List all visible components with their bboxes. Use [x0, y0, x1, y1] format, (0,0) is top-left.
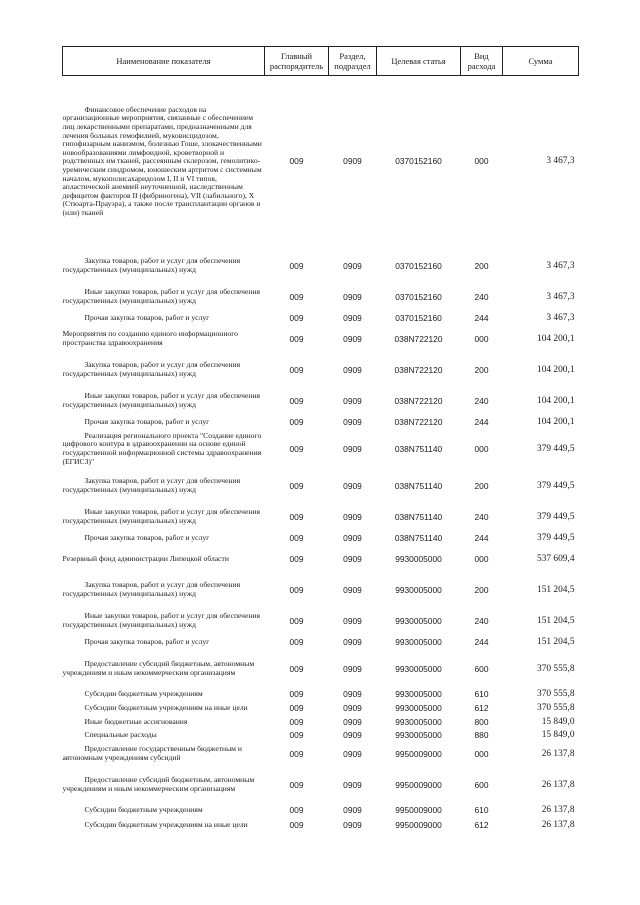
header-target-item: Целевая статья [377, 47, 461, 76]
main-manager-code: 009 [289, 663, 304, 674]
row-name: Закупка товаров, работ и услуг для обеспечения государственных (муниципальных) нужд [62, 580, 241, 598]
amount: 26 137,8 [541, 819, 575, 830]
section-code: 0909 [343, 748, 362, 759]
section-code: 0909 [343, 395, 362, 406]
expense-type-code: 000 [474, 748, 489, 759]
main-manager-code: 009 [289, 156, 304, 167]
section-code: 0909 [343, 663, 362, 674]
section-code: 0909 [343, 260, 362, 271]
target-item-code: 0370152160 [395, 291, 442, 302]
amount: 15 849,0 [541, 716, 575, 727]
target-item-code: 0370152160 [395, 312, 442, 323]
target-item-code: 9930005000 [395, 615, 442, 626]
table-row [63, 742, 579, 767]
table-row [63, 414, 579, 431]
expense-type-code: 612 [474, 819, 489, 830]
amount: 104 200,1 [537, 416, 575, 427]
section-code: 0909 [343, 443, 362, 454]
row-name: Субсидии бюджетным учреждениям на иные цели [84, 702, 248, 712]
main-manager-code: 009 [289, 748, 304, 759]
expense-type-code: 800 [474, 716, 489, 727]
table-row [63, 804, 579, 817]
table-row [63, 505, 579, 530]
main-manager-code: 009 [289, 532, 304, 543]
row-name: Иные закупки товаров, работ и услуг для обеспечения государственных (муниципальных) нужд [62, 287, 260, 305]
row-name: Резервный фонд администрации Липецкой области [62, 553, 229, 563]
row-name: Реализация регионального проекта "Создание единого цифрового контура в здравоохранении на основе единой государственной информационной системы здравоохранения (ЕГИСЗ)" [62, 430, 262, 466]
main-manager-code: 009 [289, 615, 304, 626]
main-manager-code: 009 [289, 480, 304, 491]
main-manager-code: 009 [289, 553, 304, 564]
expense-type-code: 240 [474, 291, 489, 302]
amount: 26 137,8 [541, 804, 575, 815]
header-name: Наименование показателя [63, 47, 265, 76]
table-row [63, 572, 579, 609]
main-manager-code: 009 [289, 395, 304, 406]
table-row [63, 767, 579, 804]
section-code: 0909 [343, 511, 362, 522]
row-name: Прочая закупка товаров, работ и услуг [84, 636, 210, 646]
target-item-code: 038N751140 [394, 511, 443, 522]
expense-type-code: 612 [474, 702, 489, 713]
amount: 379 449,5 [537, 532, 575, 543]
main-manager-code: 009 [289, 584, 304, 595]
expense-type-code: 244 [474, 416, 489, 427]
section-code: 0909 [343, 416, 362, 427]
row-name: Предоставление государственным бюджетным и автономным учреждениям субсидий [62, 744, 242, 762]
expense-type-code: 240 [474, 615, 489, 626]
table-row [63, 530, 579, 547]
amount: 3 467,3 [546, 291, 575, 302]
main-manager-code: 009 [289, 804, 304, 815]
section-code: 0909 [343, 688, 362, 699]
row-name: Прочая закупка товаров, работ и услуг [84, 532, 210, 542]
amount: 379 449,5 [537, 511, 575, 522]
main-manager-code: 009 [289, 511, 304, 522]
expense-type-code: 200 [474, 364, 489, 375]
table-row [63, 651, 579, 688]
header-main-manager: Главный распорядитель [265, 47, 329, 76]
main-manager-code: 009 [289, 702, 304, 713]
section-code: 0909 [343, 819, 362, 830]
section-code: 0909 [343, 729, 362, 740]
row-name: Предоставление субсидий бюджетным, автономным учреждениям и иным некоммерческим организациям [62, 775, 255, 793]
table-row [63, 716, 579, 729]
expense-type-code: 244 [474, 636, 489, 647]
amount: 26 137,8 [541, 748, 575, 759]
target-item-code: 0370152160 [395, 156, 442, 167]
section-code: 0909 [343, 312, 362, 323]
table-body [63, 76, 579, 834]
target-item-code: 038N722120 [394, 364, 443, 375]
table-row [63, 729, 579, 742]
section-code: 0909 [343, 702, 362, 713]
amount: 3 467,3 [546, 156, 575, 167]
target-item-code: 038N722120 [394, 395, 443, 406]
row-name: Финансовое обеспечение расходов на организационные мероприятия, связанные с обеспечением лиц лекарственными препаратами, предназначенными для лечения больных гемофилией, муковисцидозом, гипофизарным нанизмом, болезнью Гоше, злокачественными новообразованиями лимфоидной, кроветворной и родственных им тканей, рассеянным склерозом, гемолитико-уремическим синдромом, юношеским артритом с системным началом, мукополисахаридозом I, II и VI типов, апластической анемией неуточненной, наследственным дефицитом факторов II (фибриногена), VII (лабильного), X (Стюарта-Прауэра), а также после трансплантации органов и (или) тканей [62, 104, 262, 218]
expense-type-code: 600 [474, 779, 489, 790]
section-code: 0909 [343, 333, 362, 344]
table-row [63, 634, 579, 651]
row-name: Закупка товаров, работ и услуг для обеспечения государственных (муниципальных) нужд [62, 256, 241, 274]
target-item-code: 9930005000 [395, 553, 442, 564]
header-row [63, 47, 579, 76]
table-row [63, 688, 579, 701]
row-name: Прочая закупка товаров, работ и услуг [84, 416, 210, 426]
section-code: 0909 [343, 156, 362, 167]
target-item-code: 9950009000 [395, 804, 442, 815]
amount: 370 555,8 [537, 688, 575, 699]
section-code: 0909 [343, 532, 362, 543]
expense-type-code: 200 [474, 584, 489, 595]
main-manager-code: 009 [289, 443, 304, 454]
target-item-code: 9930005000 [395, 663, 442, 674]
target-item-code: 9930005000 [395, 584, 442, 595]
section-code: 0909 [343, 804, 362, 815]
amount: 104 200,1 [537, 364, 575, 375]
amount: 379 449,5 [537, 480, 575, 491]
target-item-code: 038N722120 [394, 333, 443, 344]
amount: 151 204,5 [537, 615, 575, 626]
table-row [63, 248, 579, 285]
main-manager-code: 009 [289, 688, 304, 699]
amount: 104 200,1 [537, 395, 575, 406]
main-manager-code: 009 [289, 779, 304, 790]
table-row [63, 701, 579, 716]
row-name: Закупка товаров, работ и услуг для обеспечения государственных (муниципальных) нужд [62, 360, 241, 378]
target-item-code: 9930005000 [395, 729, 442, 740]
row-name: Субсидии бюджетным учреждениям [84, 688, 203, 698]
expense-type-code: 000 [474, 156, 489, 167]
section-code: 0909 [343, 716, 362, 727]
main-manager-code: 009 [289, 260, 304, 271]
amount: 3 467,3 [546, 312, 575, 323]
target-item-code: 9930005000 [395, 636, 442, 647]
table-row [63, 76, 579, 248]
table-row [63, 817, 579, 834]
amount: 537 609,4 [537, 553, 575, 564]
target-item-code: 038N751140 [394, 480, 443, 491]
amount: 104 200,1 [537, 333, 575, 344]
row-name: Прочая закупка товаров, работ и услуг [84, 312, 210, 322]
table-row [63, 609, 579, 634]
amount: 370 555,8 [537, 663, 575, 674]
section-code: 0909 [343, 364, 362, 375]
table-header [63, 47, 579, 76]
table-row [63, 352, 579, 389]
target-item-code: 9930005000 [395, 716, 442, 727]
amount: 379 449,5 [537, 443, 575, 454]
budget-table [62, 46, 579, 834]
main-manager-code: 009 [289, 312, 304, 323]
target-item-code: 038N722120 [394, 416, 443, 427]
expense-type-code: 880 [474, 729, 489, 740]
header-expense-type: Вид расхода [461, 47, 503, 76]
main-manager-code: 009 [289, 333, 304, 344]
main-manager-code: 009 [289, 716, 304, 727]
table-row [63, 547, 579, 572]
table-row [63, 389, 579, 414]
section-code: 0909 [343, 480, 362, 491]
row-name: Иные закупки товаров, работ и услуг для обеспечения государственных (муниципальных) нужд [62, 611, 260, 629]
target-item-code: 0370152160 [395, 260, 442, 271]
target-item-code: 038N751140 [394, 532, 443, 543]
table-row [63, 468, 579, 505]
amount: 370 555,8 [537, 702, 575, 713]
target-item-code: 9950009000 [395, 819, 442, 830]
expense-type-code: 610 [474, 804, 489, 815]
table-row [63, 327, 579, 352]
row-name: Иные закупки товаров, работ и услуг для обеспечения государственных (муниципальных) нужд [62, 391, 260, 409]
section-code: 0909 [343, 584, 362, 595]
main-manager-code: 009 [289, 364, 304, 375]
target-item-code: 9930005000 [395, 688, 442, 699]
row-name: Иные закупки товаров, работ и услуг для обеспечения государственных (муниципальных) нужд [62, 507, 260, 525]
target-item-code: 038N751140 [394, 443, 443, 454]
section-code: 0909 [343, 636, 362, 647]
target-item-code: 9950009000 [395, 748, 442, 759]
amount: 151 204,5 [537, 636, 575, 647]
section-code: 0909 [343, 291, 362, 302]
expense-type-code: 000 [474, 553, 489, 564]
table-row [63, 285, 579, 310]
expense-type-code: 200 [474, 260, 489, 271]
expense-type-code: 244 [474, 312, 489, 323]
header-amount: Сумма [503, 47, 579, 76]
expense-type-code: 000 [474, 333, 489, 344]
row-name: Мероприятия по созданию единого информационного пространства здравоохранения [62, 329, 238, 347]
row-name: Субсидии бюджетным учреждениям на иные цели [84, 819, 248, 829]
expense-type-code: 244 [474, 532, 489, 543]
amount: 151 204,5 [537, 584, 575, 595]
amount: 26 137,8 [541, 779, 575, 790]
row-name: Иные бюджетные ассигнования [84, 716, 188, 726]
amount: 3 467,3 [546, 260, 575, 271]
table-row [63, 431, 579, 468]
row-name: Предоставление субсидий бюджетным, автономным учреждениям и иным некоммерческим организациям [62, 659, 255, 677]
target-item-code: 9930005000 [395, 702, 442, 713]
target-item-code: 9950009000 [395, 779, 442, 790]
expense-type-code: 240 [474, 511, 489, 522]
amount: 15 849,0 [541, 729, 575, 740]
expense-type-code: 240 [474, 395, 489, 406]
section-code: 0909 [343, 615, 362, 626]
expense-type-code: 200 [474, 480, 489, 491]
row-name: Закупка товаров, работ и услуг для обеспечения государственных (муниципальных) нужд [62, 476, 241, 494]
header-section: Раздел, подраздел [329, 47, 377, 76]
main-manager-code: 009 [289, 416, 304, 427]
expense-type-code: 600 [474, 663, 489, 674]
row-name: Специальные расходы [84, 729, 157, 739]
section-code: 0909 [343, 553, 362, 564]
main-manager-code: 009 [289, 636, 304, 647]
main-manager-code: 009 [289, 729, 304, 740]
main-manager-code: 009 [289, 819, 304, 830]
expense-type-code: 610 [474, 688, 489, 699]
section-code: 0909 [343, 779, 362, 790]
main-manager-code: 009 [289, 291, 304, 302]
row-name: Субсидии бюджетным учреждениям [84, 804, 203, 814]
table-row [63, 310, 579, 327]
expense-type-code: 000 [474, 443, 489, 454]
